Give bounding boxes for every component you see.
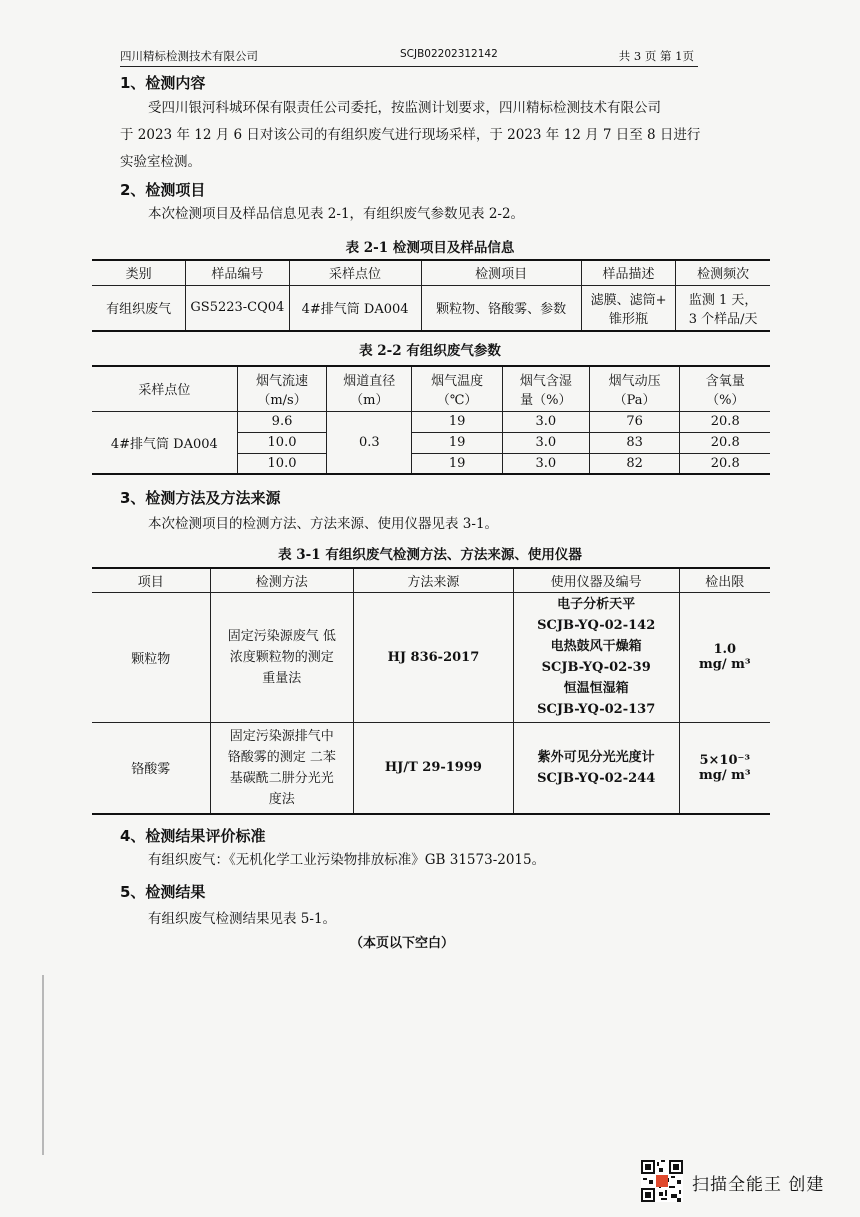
category-cell: 有组织废气 [92, 285, 186, 331]
table-header: 烟气含湿 量（%） [502, 366, 589, 411]
table-row [92, 411, 770, 432]
table-header: 烟气流速 （m/s） [237, 366, 327, 411]
table-row [92, 285, 770, 331]
instruments-cell: 紫外可见分光光度计 SCJB-YQ-02-244 [513, 722, 679, 814]
desc-cell [581, 285, 676, 331]
table-header: 使用仪器及编号 [513, 568, 679, 592]
table-2-2-caption: 表 2-2 有组织废气参数 [359, 343, 501, 359]
item-cell: 铬酸雾 [92, 722, 210, 814]
section-1-line-3: 实验室检测。 [120, 154, 201, 170]
table-header-row [92, 568, 770, 592]
report-number: SCJB02202312142 [400, 48, 498, 60]
table-header: 方法来源 [354, 568, 514, 592]
section-5-text: 有组织废气检测结果见表 5-1。 [148, 911, 337, 927]
table-header: 类别 [92, 260, 186, 285]
moisture-cell: 3.0 [502, 453, 589, 474]
table-2-1 [92, 259, 770, 332]
oxygen-cell: 20.8 [680, 411, 770, 432]
limit-cell: 5×10⁻³ mg/ m³ [679, 722, 770, 814]
item-cell: 颗粒物 [92, 592, 210, 722]
table-header: 烟气温度 （℃） [412, 366, 503, 411]
point-cell: 4#排气筒 DA004 [289, 285, 421, 331]
method-cell: 固定污染源废气 低 浓度颗粒物的测定 重量法 [210, 592, 353, 722]
temp-cell: 19 [412, 432, 503, 453]
section-1-line-2: 于 2023 年 12 月 6 日对该公司的有组织废气进行现场采样，于 2023 年 12 月 7 日至 8 日进行 [120, 127, 701, 143]
section-1-line-1: 受四川银河科城环保有限责任公司委托，按监测计划要求，四川精标检测技术有限公司 [148, 100, 661, 116]
table-header: 样品编号 [186, 260, 289, 285]
page-count: 共 3 页 第 1页 [618, 49, 694, 63]
instruments-cell: 电子分析天平 SCJB-YQ-02-142 电热鼓风干燥箱 SCJB-YQ-02-39 恒温恒湿箱 SCJB-YQ-02-137 [513, 592, 679, 722]
table-header: 烟道直径 （m） [327, 366, 412, 411]
table-row [92, 592, 770, 722]
velocity-cell: 9.6 [237, 411, 327, 432]
table-header: 检测项目 [421, 260, 581, 285]
point-cell: 4#排气筒 DA004 [92, 411, 237, 474]
temp-cell: 19 [412, 411, 503, 432]
scan-edge-line [42, 975, 44, 1155]
table-header: 检测方法 [210, 568, 353, 592]
source-cell: HJ 836-2017 [354, 592, 514, 722]
items-cell: 颗粒物、铬酸雾、参数 [421, 285, 581, 331]
table-header-row [92, 260, 770, 285]
section-4-title: 4、检测结果评价标准 [120, 827, 266, 845]
freq-line: 监测 1 天， [688, 292, 758, 308]
table-header: 检出限 [679, 568, 770, 592]
blank-note: （本页以下空白） [350, 936, 455, 951]
table-row [92, 722, 770, 814]
moisture-cell: 3.0 [502, 432, 589, 453]
velocity-cell: 10.0 [237, 453, 327, 474]
limit-cell: 1.0 mg/ m³ [679, 592, 770, 722]
method-cell: 固定污染源排气中 铬酸雾的测定 二苯 基碳酰二肼分光光 度法 [210, 722, 353, 814]
company-name: 四川精标检测技术有限公司 [120, 49, 258, 63]
table-3-1-caption: 表 3-1 有组织废气检测方法、方法来源、使用仪器 [278, 547, 582, 563]
scanner-watermark: 扫描全能王 创建 [692, 1175, 825, 1195]
section-3-text: 本次检测项目的检测方法、方法来源、使用仪器见表 3-1。 [148, 516, 499, 532]
temp-cell: 19 [412, 453, 503, 474]
moisture-cell: 3.0 [502, 411, 589, 432]
pressure-cell: 76 [589, 411, 680, 432]
sample-no-cell: GS5223-CQ04 [186, 285, 289, 331]
table-header-row [92, 366, 770, 411]
table-3-1 [92, 567, 770, 815]
page-header [120, 48, 698, 67]
oxygen-cell: 20.8 [680, 453, 770, 474]
table-header: 烟气动压 （Pa） [589, 366, 680, 411]
qr-code-icon [641, 1160, 683, 1202]
desc-line: 滤膜、滤筒+ [590, 292, 667, 308]
table-header: 含氧量 （%） [680, 366, 770, 411]
section-5-title: 5、检测结果 [120, 883, 206, 901]
source-cell: HJ/T 29-1999 [354, 722, 514, 814]
table-header: 采样点位 [92, 366, 237, 411]
section-3-title: 3、检测方法及方法来源 [120, 489, 281, 507]
table-2-1-caption: 表 2-1 检测项目及样品信息 [345, 240, 515, 256]
section-4-text: 有组织废气：《无机化学工业污染物排放标准》GB 31573-2015。 [148, 852, 546, 868]
freq-line: 3 个样品/天 [688, 311, 758, 327]
table-header: 检测频次 [676, 260, 770, 285]
pressure-cell: 82 [589, 453, 680, 474]
pressure-cell: 83 [589, 432, 680, 453]
freq-cell [676, 285, 770, 331]
section-2-title: 2、检测项目 [120, 181, 206, 199]
diameter-cell: 0.3 [327, 411, 412, 474]
velocity-cell: 10.0 [237, 432, 327, 453]
table-header: 采样点位 [289, 260, 421, 285]
section-2-text: 本次检测项目及样品信息见表 2-1，有组织废气参数见表 2-2。 [148, 206, 525, 222]
oxygen-cell: 20.8 [680, 432, 770, 453]
desc-line: 锥形瓶 [609, 311, 649, 327]
table-header: 样品描述 [581, 260, 676, 285]
table-2-2 [92, 365, 770, 475]
section-1-title: 1、检测内容 [120, 74, 206, 92]
table-header: 项目 [92, 568, 210, 592]
